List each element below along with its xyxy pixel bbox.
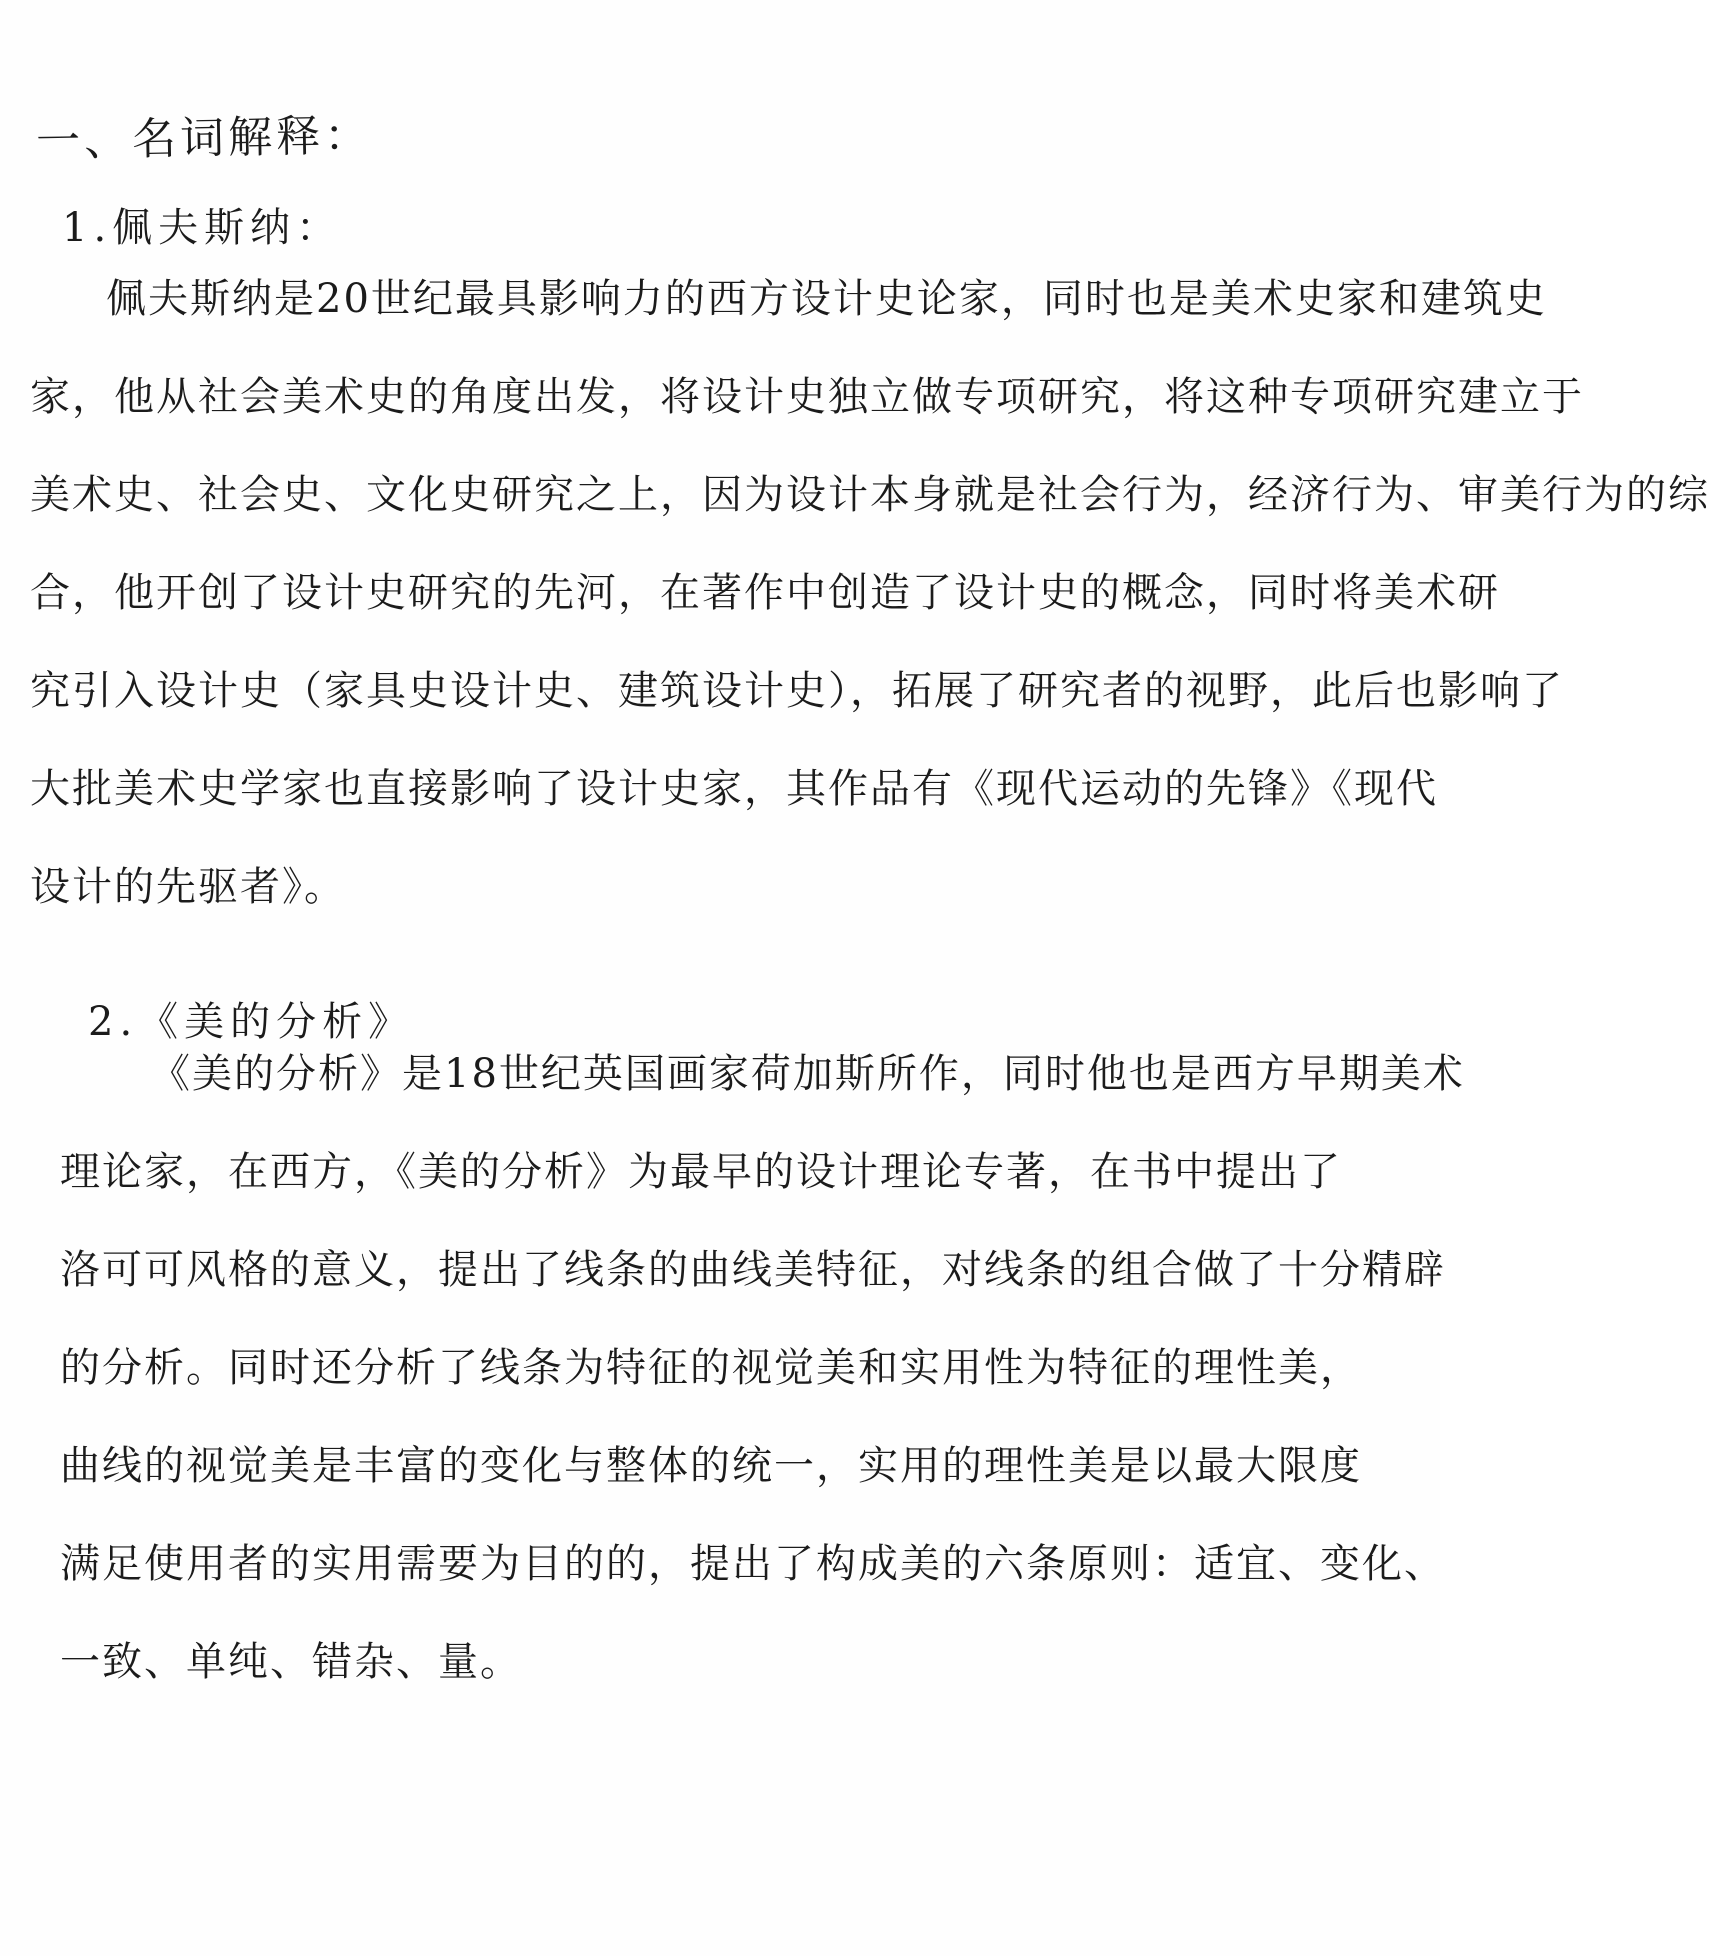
- term1-line-7: 设计的先驱者》。: [30, 864, 346, 910]
- term2-line-7: 一致、单纯、错杂、量。: [60, 1639, 522, 1685]
- section-heading: 一、名词解释：: [35, 110, 373, 167]
- term2-line-1: 《美的分析》是18世纪英国画家荷加斯所作，同时他也是西方早期美术: [150, 1051, 1465, 1097]
- term2-line-5: 曲线的视觉美是丰富的变化与整体的统一，实用的理性美是以最大限度: [60, 1443, 1362, 1489]
- term2-line-6: 满足使用者的实用需要为目的的，提出了构成美的六条原则：适宜、变化、: [60, 1541, 1446, 1587]
- term1-line-4: 合，他开创了设计史研究的先河，在著作中创造了设计史的概念，同时将美术研: [30, 570, 1500, 616]
- term2-heading: 2.《美的分析》: [88, 999, 415, 1045]
- term1-line-2: 家，他从社会美术史的角度出发，将设计史独立做专项研究，将这种专项研究建立于: [30, 374, 1584, 420]
- term1-paragraph: [30, 250, 1710, 936]
- term2-line-3: 洛可可风格的意义，提出了线条的曲线美特征，对线条的组合做了十分精辟: [60, 1247, 1446, 1293]
- term1-line-1: 佩夫斯纳是20世纪最具影响力的西方设计史论家，同时也是美术史家和建筑史: [106, 276, 1547, 322]
- term2-paragraph: [30, 1025, 1465, 1711]
- term1-line-5: 究引入设计史（家具史设计史、建筑设计史），拓展了研究者的视野，此后也影响了: [30, 668, 1564, 714]
- term1-line-6: 大批美术史学家也直接影响了设计史家，其作品有《现代运动的先锋》《现代: [30, 766, 1438, 812]
- term1-heading: 1.佩夫斯纳：: [62, 205, 343, 251]
- term2-line-2: 理论家，在西方，《美的分析》为最早的设计理论专著，在书中提出了: [60, 1149, 1342, 1195]
- term2-line-4: 的分析。同时还分析了线条为特征的视觉美和实用性为特征的理性美，: [60, 1345, 1362, 1391]
- term1-line-3: 美术史、社会史、文化史研究之上，因为设计本身就是社会行为，经济行为、审美行为的综: [30, 472, 1710, 518]
